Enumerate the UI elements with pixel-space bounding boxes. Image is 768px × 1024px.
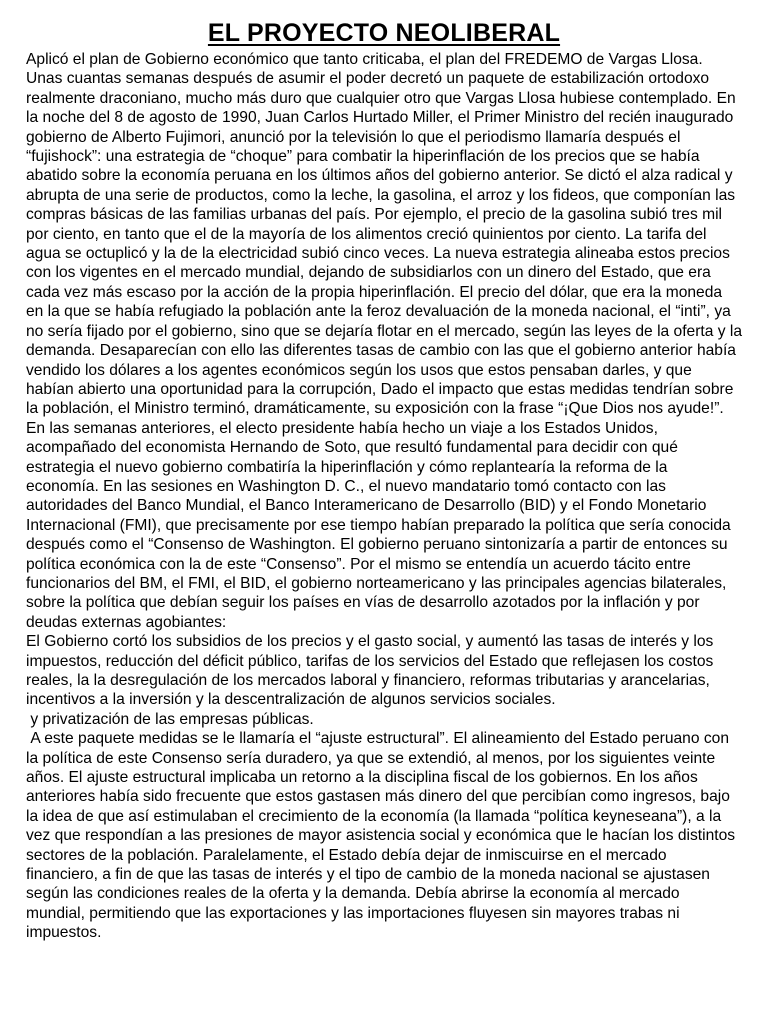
document-body [26,50,742,943]
paragraph-intro: Aplicó el plan de Gobierno económico que tanto criticaba, el plan del FREDEMO de Vargas Llosa. Unas cuantas semanas después de asumir el poder decretó un paquete de estabilización ortodoxo realmente draconiano, mucho más duro que cualquier otro que Vargas Llosa hubiese contemplado. En la noche del 8 de agosto de 1990, Juan Carlos Hurtado Miller, el Primer Ministro del recién inaugurado gobierno de Alberto Fujimori, anunció por la televisión lo que el periodismo llamaría después el “fujishock”: una estrategia de “choque” para combatir la hiperinflación de los precios que se había abatido sobre la economía peruana en los últimos años del gobierno anterior. Se dictó el alza radical y abrupta de una serie de productos, como la leche, la gasolina, el arroz y los fideos, que componían las compras básicas de las familias urbanas del país. Por ejemplo, el precio de la gasolina subió tres mil por ciento, en tanto que el de la mayoría de los alimentos creció quinientos por ciento. La tarifa del agua se octuplicó y la de la electricidad subió cinco veces. La nueva estrategia alineaba estos precios con los vigentes en el mercado mundial, dejando de subsidiarlos con un dinero del Estado, que era cada vez más escaso por la acción de la propia hiperinflación. El precio del dólar, que era la moneda en la que se había refugiado la población ante la feroz devaluación de la moneda nacional, el “inti”, ya no sería fijado por el gobierno, sino que se dejaría flotar en el mercado, según las leyes de la oferta y la demanda. Desaparecían con ello las diferentes tasas de cambio con las que el gobierno anterior había vendido los dólares a los agentes económicos según los usos que estos pensaban darles, y que habían abierto una oportunidad para la corrupción, Dado el impacto que estas medidas tendrían sobre la población, el Ministro terminó, dramáticamente, su exposición con la frase “¡Que Dios nos ayude!”. En las semanas anteriores, el electo presidente había hecho un viaje a los Estados Unidos, acompañado del economista Hernando de Soto, que resultó fundamental para decidir con qué estrategia el nuevo gobierno combatiría la hiperinflación y cómo replantearía la reforma de la economía. En las sesiones en Washington D. C., el nuevo mandatario tomó contacto con las autoridades del Banco Mundial, el Banco Interamericano de Desarrollo (BID) y el Fondo Monetario Internacional (FMI), que precisamente por ese tiempo habían preparado la política que sería conocida después como el “Consenso de Washington. El gobierno peruano sintonizaría a partir de entonces su política económica con la de este “Consenso”. Por el mismo se entendía un acuerdo tácito entre funcionarios del BM, el FMI, el BID, el gobierno norteamericano y las principales agencias bilaterales, sobre la política que debían seguir los países en vías de desarrollo azotados por la inflación y por deudas externas agobiantes: [26,51,743,631]
paragraph-measures: El Gobierno cortó los subsidios de los precios y el gasto social, y aumentó las tasas de interés y los impuestos, reducción del déficit público, tarifas de los servicios del Estado que reflejasen los costos reales, la la desregulación de los mercados laboral y financiero, reformas tributarias y arancelarias, incentivos a la inversión y la descentralización de algunos servicios sociales. [26,633,714,709]
document-title [26,18,742,48]
paragraph-privatization: y privatización de las empresas públicas. [26,710,314,728]
paragraph-structural-adjustment: A este paquete medidas se le llamaría el “ajuste estructural”. El alineamiento del Estado peruano con la política de este Consenso sería duradero, ya que se extendió, al menos, por los siguientes veinte años. El ajuste estructural implicaba un retorno a la disciplina fiscal de los gobiernos. En los años anteriores había sido frecuente que estos gastasen más dinero del que percibían como ingresos, bajo la idea de que así estimulaban el crecimiento de la economía (la llamada “política keyneseana”), a la vez que respondían a las presiones de mayor asistencia social y económica que le hacían los distintos sectores de la población. Paralelamente, el Estado debía dejar de inmiscuirse en el mercado financiero, a fin de que las tasas de interés y el tipo de cambio de la moneda nacional se ajustasen según las condiciones reales de la oferta y la demanda. Debía abrirse la economía al mercado mundial, permitiendo que las exportaciones y las importaciones fluyesen sin mayores trabas ni impuestos. [26,730,740,942]
document-title-text: EL PROYECTO NEOLIBERAL [207,19,561,47]
